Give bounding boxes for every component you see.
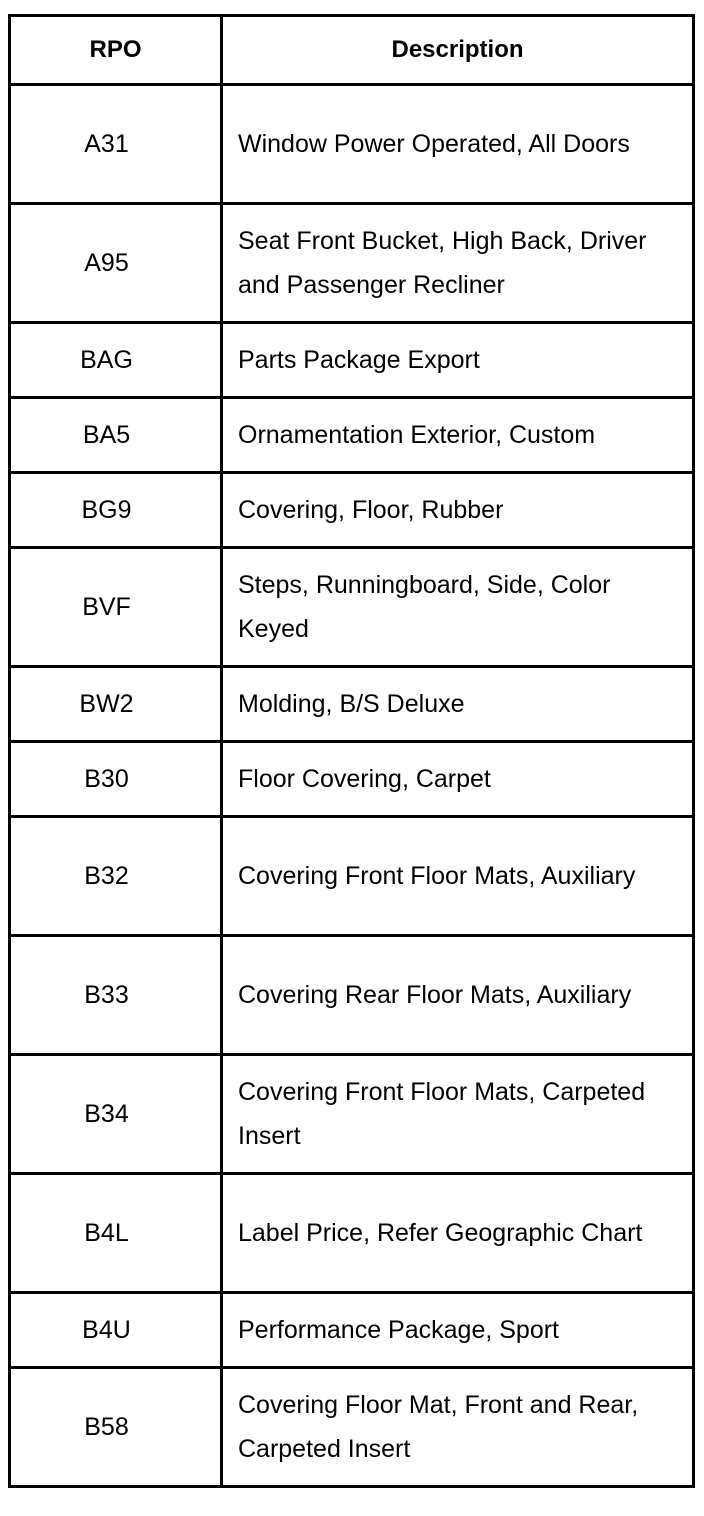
rpo-description-cell: Steps, Runningboard, Side, Color Keyed <box>222 548 694 667</box>
rpo-description-cell: Performance Package, Sport <box>222 1293 694 1368</box>
table-row <box>10 548 694 667</box>
rpo-description-cell: Covering Front Floor Mats, Carpeted Insert <box>222 1055 694 1174</box>
table-body <box>10 85 694 1487</box>
rpo-code-cell: BVF <box>10 548 222 667</box>
rpo-code-cell: B4U <box>10 1293 222 1368</box>
table-row <box>10 936 694 1055</box>
rpo-description-cell: Covering, Floor, Rubber <box>222 473 694 548</box>
rpo-code-cell: B4L <box>10 1174 222 1293</box>
rpo-code-cell: A95 <box>10 204 222 323</box>
rpo-code-cell: B32 <box>10 817 222 936</box>
rpo-description-cell: Label Price, Refer Geographic Chart <box>222 1174 694 1293</box>
table-row <box>10 1368 694 1487</box>
table-row <box>10 817 694 936</box>
rpo-description-cell: Seat Front Bucket, High Back, Driver and Passenger Recliner <box>222 204 694 323</box>
table-row <box>10 742 694 817</box>
table-row <box>10 323 694 398</box>
rpo-code-cell: BA5 <box>10 398 222 473</box>
rpo-description-cell: Ornamentation Exterior, Custom <box>222 398 694 473</box>
rpo-table <box>8 14 695 1488</box>
table-row <box>10 1174 694 1293</box>
header-rpo: RPO <box>10 16 222 85</box>
table-row <box>10 667 694 742</box>
rpo-code-cell: BW2 <box>10 667 222 742</box>
rpo-description-cell: Covering Floor Mat, Front and Rear, Carpeted Insert <box>222 1368 694 1487</box>
table-row <box>10 1055 694 1174</box>
rpo-description-cell: Covering Rear Floor Mats, Auxiliary <box>222 936 694 1055</box>
rpo-code-cell: A31 <box>10 85 222 204</box>
table-row <box>10 85 694 204</box>
rpo-description-cell: Floor Covering, Carpet <box>222 742 694 817</box>
rpo-description-cell: Parts Package Export <box>222 323 694 398</box>
table-header-row <box>10 16 694 85</box>
table-row <box>10 473 694 548</box>
rpo-description-cell: Molding, B/S Deluxe <box>222 667 694 742</box>
rpo-code-cell: B58 <box>10 1368 222 1487</box>
rpo-code-cell: B33 <box>10 936 222 1055</box>
rpo-code-cell: B34 <box>10 1055 222 1174</box>
rpo-code-cell: B30 <box>10 742 222 817</box>
header-description: Description <box>222 16 694 85</box>
rpo-description-cell: Window Power Operated, All Doors <box>222 85 694 204</box>
rpo-description-cell: Covering Front Floor Mats, Auxiliary <box>222 817 694 936</box>
table-row <box>10 204 694 323</box>
rpo-code-cell: BAG <box>10 323 222 398</box>
rpo-code-cell: BG9 <box>10 473 222 548</box>
table-row <box>10 398 694 473</box>
table-row <box>10 1293 694 1368</box>
